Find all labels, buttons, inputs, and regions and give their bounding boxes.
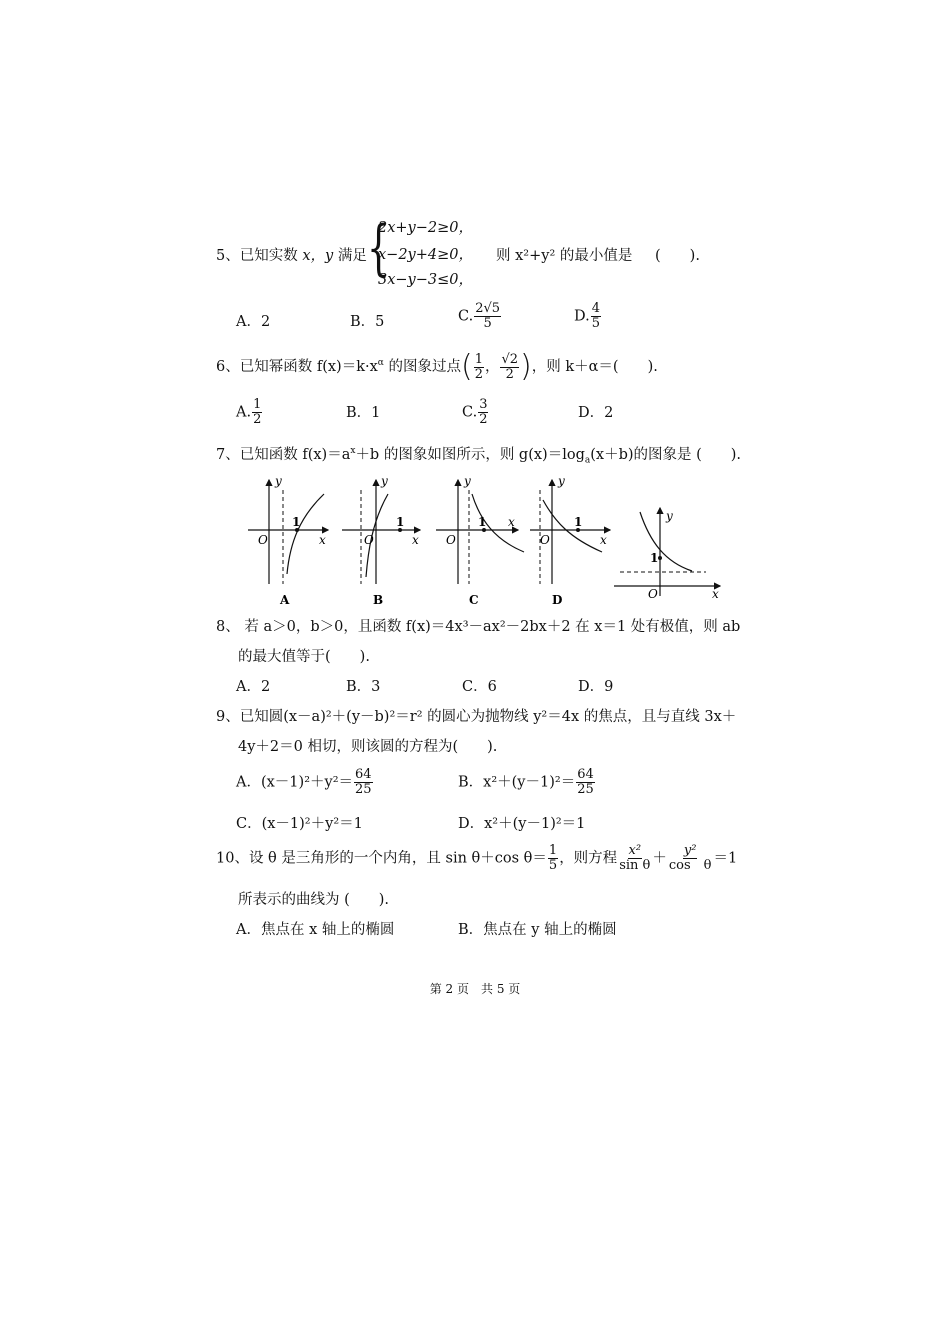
q8-option-c: C．6 — [462, 679, 497, 695]
svg-text:y: y — [558, 474, 565, 488]
graph-a — [248, 474, 328, 607]
graph-c-label: C — [469, 593, 479, 607]
q5-option-c: C. $\frac{2√5}{5}$ — [458, 301, 501, 331]
graph-a-one: 1 — [292, 515, 301, 529]
graph-b-label: B — [373, 593, 384, 607]
graph-a-label: A — [280, 593, 290, 607]
q5-ask: 则 x²+y² 的最小值是 — [496, 248, 633, 264]
q7-graphs — [240, 472, 730, 612]
svg-text:y: y — [666, 509, 673, 523]
q10-option-a: A．焦点在 x 轴上的椭圆 — [236, 922, 395, 938]
graph-f — [614, 508, 720, 601]
q10-stem: 10、设 θ 是三角形的一个内角，且 sin θ＋cos θ＝ $\frac{1}{5}$ ，则方程 $\frac{\text{x²}}{\text{sin θ}}$ ＋ $\frac{\text{y²}}{\text{cos θ}}$ ＝1 — [216, 843, 738, 873]
graph-b — [342, 474, 420, 607]
q5-option-a: A．2 — [236, 314, 271, 330]
q9-option-d: D．x²＋(y－1)²＝1 — [458, 816, 586, 832]
q5-option-b: B．5 — [350, 314, 385, 330]
svg-text:y: y — [464, 474, 471, 488]
q5-ineq-1: 2x+y−2≥0， — [378, 220, 473, 236]
svg-text:x: x — [600, 533, 607, 547]
svg-text:1: 1 — [650, 551, 659, 565]
svg-text:1: 1 — [396, 515, 405, 529]
svg-text:y: y — [381, 474, 388, 488]
q9-option-c: C．(x－1)²＋y²＝1 — [236, 816, 363, 832]
q8-option-d: D．9 — [578, 679, 614, 695]
q6-option-d: D．2 — [578, 405, 614, 421]
svg-text:1: 1 — [574, 515, 583, 529]
page-footer: 第 2 页 共 5 页 — [429, 982, 521, 996]
graph-a-y: y — [275, 474, 282, 488]
q8-option-a: A．2 — [236, 679, 271, 695]
q9-option-a: A．(x－1)²＋y²＝ $\frac{64}{25}$ — [236, 767, 372, 797]
svg-text:1: 1 — [478, 515, 487, 529]
q9-option-b: B．x²＋(y－1)²＝ $\frac{64}{25}$ — [458, 767, 594, 797]
graph-d — [530, 474, 610, 607]
svg-text:O: O — [446, 533, 456, 547]
q6-stem: 6、已知幂函数 $f(x)=k\cdot x^\alpha$ 的图象过点( $\frac{1}{2}$ ， $\frac{√2}{2}$ )，则 k＋α＝( ). — [216, 349, 658, 384]
q10-option-b: B．焦点在 y 轴上的椭圆 — [458, 922, 617, 938]
graph-a-x: x — [319, 533, 326, 547]
graph-c — [436, 474, 524, 607]
svg-text:x: x — [712, 587, 719, 601]
graph-a-origin: O — [258, 533, 268, 547]
q5-option-d: D. $\frac{4}{5}$ — [574, 301, 600, 331]
svg-text:O: O — [648, 587, 658, 601]
q10-line-2: 所表示的曲线为 ( ). — [238, 892, 390, 908]
q5-ineq-2: x−2y+4≥0， — [378, 247, 473, 263]
q8-line-2: 的最大值等于( ). — [238, 649, 370, 665]
q6-option-c: C. $\frac{3}{2}$ — [462, 397, 488, 427]
q7-stem: 7、已知函数 $f(x)=a^x+b$ 的图象如图所示，则 $g(x)=\log_a(x+b)$的图象是 ( ). — [216, 446, 742, 466]
svg-text:x: x — [508, 515, 515, 529]
q8-option-b: B．3 — [346, 679, 381, 695]
q5-blank: ( ). — [655, 248, 700, 264]
q8-line-1: 8、 若 a＞0，b＞0，且函数 f(x)＝4x³－ax²－2bx＋2 在 x＝1 处有极值，则 ab — [216, 619, 741, 635]
graph-d-label: D — [552, 593, 563, 607]
svg-text:O: O — [540, 533, 550, 547]
q5-ineq-3: 3x−y−3≤0， — [378, 272, 473, 288]
q6-option-a: A. $\frac{1}{2}$ — [236, 397, 262, 427]
q6-option-b: B．1 — [346, 405, 381, 421]
q5-stem: 5、已知实数 x，y 满足 — [216, 248, 367, 264]
q9-line-1: 9、已知圆(x－a)²＋(y－b)²＝r² 的圆心为抛物线 y²＝4x 的焦点，且与直线 3x＋ — [216, 709, 737, 725]
system-brace: { — [367, 213, 390, 283]
svg-text:x: x — [412, 533, 419, 547]
q9-line-2: 4y＋2＝0 相切，则该圆的方程为( ). — [238, 739, 498, 755]
svg-text:O: O — [364, 533, 374, 547]
